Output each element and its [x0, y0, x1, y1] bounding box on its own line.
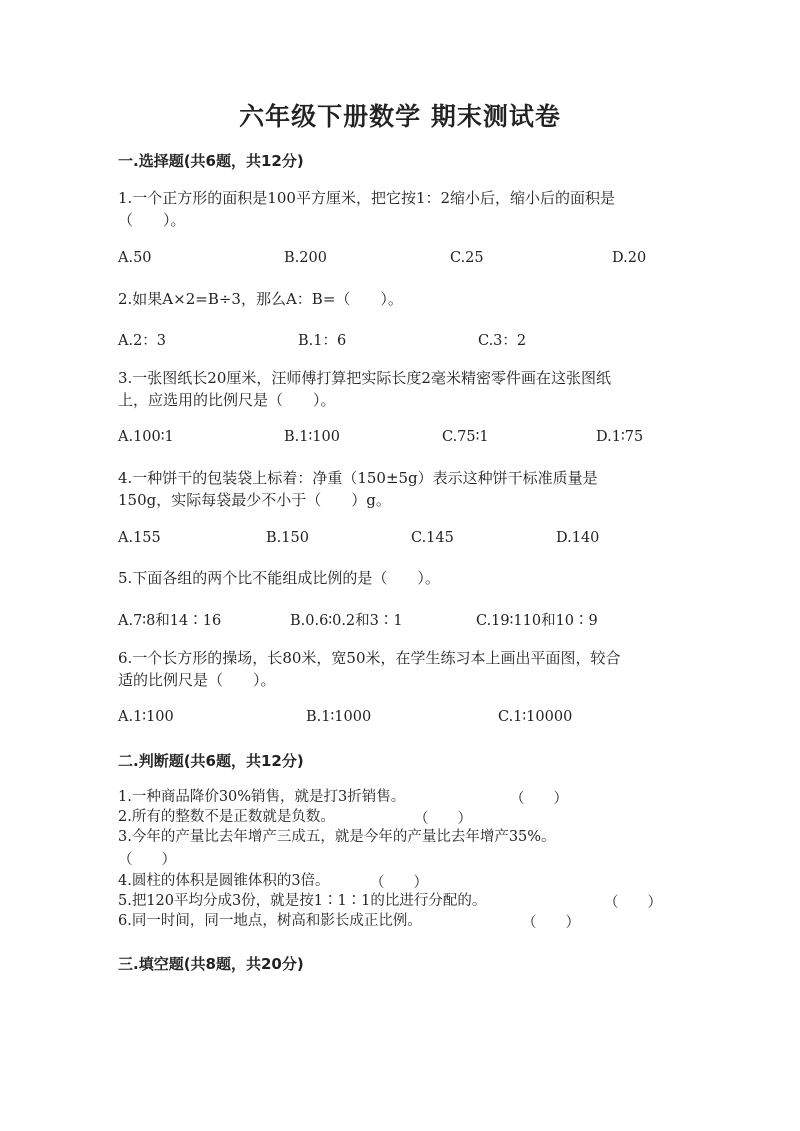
question-3-line-2: 上，应选用的比例尺是（ ）。: [118, 391, 336, 409]
question-4-line-1: 4.一种饼干的包装袋上标着：净重（150±5g）表示这种饼干标准质量是: [118, 469, 598, 487]
question-6-option-c: C.1∶10000: [498, 709, 573, 725]
question-2: [118, 288, 678, 310]
question-5: [118, 567, 678, 589]
question-2-line-1: 2.如果A×2=B÷3，那么A：B=（ ）。: [118, 290, 403, 308]
question-1-option-b: B.200: [284, 250, 327, 266]
question-6-line-1: 6.一个长方形的操场，长80米，宽50米，在学生练习本上画出平面图，较合: [118, 649, 621, 667]
question-6-option-a: A.1∶100: [118, 709, 174, 725]
question-3-option-c: C.75∶1: [442, 429, 489, 445]
question-4-option-c: C.145: [411, 530, 454, 546]
judgment-item-5-bracket: （ ）: [604, 895, 662, 911]
question-2-option-c: C.3：2: [478, 333, 527, 349]
judgment-item-5: 5.把120平均分成3份，就是按1∶1∶1的比进行分配的。: [118, 893, 487, 909]
question-3-option-a: A.100∶1: [118, 429, 174, 445]
question-2-option-a: A.2：3: [118, 333, 167, 349]
judgment-item-6-bracket: （ ）: [522, 915, 580, 931]
question-1-option-d: D.20: [612, 250, 647, 266]
question-6-option-b: B.1∶1000: [306, 709, 372, 725]
question-4-option-d: D.140: [556, 530, 600, 546]
question-1: [118, 187, 678, 231]
question-1-option-c: C.25: [450, 250, 484, 266]
judgment-item-2: 2.所有的整数不是正数就是负数。: [118, 809, 335, 825]
question-5-option-b: B.0.6∶0.2和3∶1: [290, 613, 403, 629]
judgment-item-2-bracket: （ ）: [414, 811, 472, 827]
question-3: [118, 367, 678, 411]
judgment-item-3-bracket: （ ）: [118, 852, 176, 868]
section-heading-true-false: 二.判断题(共6题，共12分): [118, 752, 304, 770]
page-title: 六年级下册数学 期末测试卷: [239, 102, 561, 131]
judgment-item-1-bracket: （ ）: [510, 791, 568, 807]
question-3-line-1: 3.一张图纸长20厘米，汪师傅打算把实际长度2毫米精密零件画在这张图纸: [118, 369, 611, 387]
question-4: [118, 467, 678, 511]
judgment-item-3: 3.今年的产量比去年增产三成五，就是今年的产量比去年增产35%。: [118, 829, 556, 845]
question-6-line-2: 适的比例尺是（ ）。: [118, 671, 276, 689]
question-1-option-a: A.50: [118, 250, 152, 266]
question-6: [118, 647, 678, 691]
judgment-item-4: 4.圆柱的体积是圆锥体积的3倍。: [118, 873, 330, 889]
question-1-line-1: 1.一个正方形的面积是100平方厘米，把它按1：2缩小后，缩小后的面积是: [118, 189, 616, 207]
question-3-option-b: B.1∶100: [284, 429, 340, 445]
question-3-option-d: D.1∶75: [596, 429, 644, 445]
question-5-option-c: C.19∶110和10∶9: [476, 613, 598, 629]
section-heading-multiple-choice: 一.选择题(共6题，共12分): [118, 152, 304, 170]
question-4-option-a: A.155: [118, 530, 161, 546]
question-5-option-a: A.7∶8和14∶16: [118, 613, 222, 629]
judgment-item-6: 6.同一时间，同一地点，树高和影长成正比例。: [118, 913, 422, 929]
question-4-line-2: 150g，实际每袋最少不小于（ ）g。: [118, 491, 391, 509]
section-heading-fill-in-blank: 三.填空题(共8题，共20分): [118, 955, 304, 973]
question-1-line-2: （ ）。: [118, 211, 186, 229]
question-5-line-1: 5.下面各组的两个比不能组成比例的是（ ）。: [118, 569, 440, 587]
question-2-option-b: B.1：6: [298, 333, 347, 349]
question-4-option-b: B.150: [266, 530, 309, 546]
judgment-item-1: 1.一种商品降价30%销售，就是打3折销售。: [118, 789, 406, 805]
judgment-item-4-bracket: （ ）: [370, 875, 428, 891]
